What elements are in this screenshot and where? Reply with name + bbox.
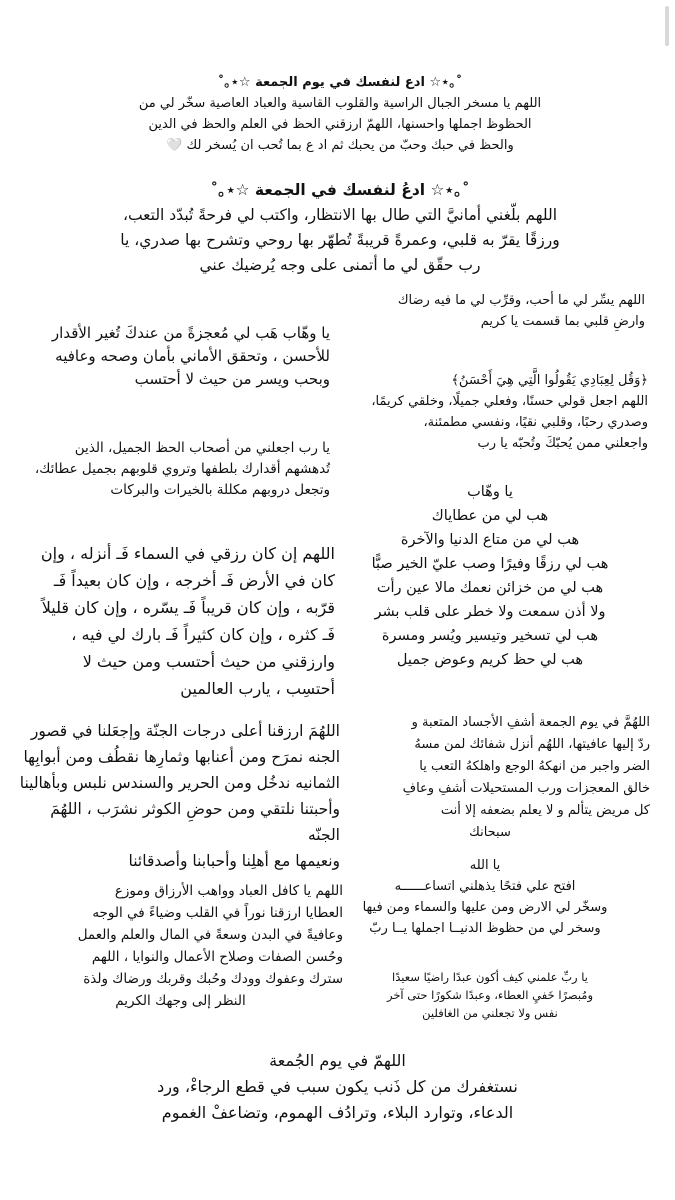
dua-block-hazz-jamil: [20, 438, 330, 501]
dua-block-friday-sakhir: [70, 72, 610, 156]
block-line: الثمانيه ندخُل ومن الحرير والسندس نلبس وبأهالينا: [19, 774, 340, 792]
block-line: النظر إلى وجهك الكريم: [115, 993, 246, 1009]
block-line: الضر واجبر من انهكهُ الوجع واهلكهُ التعب يا: [419, 759, 650, 774]
block-line: تُدهشهم أقدارك بلطفها وتروي قلوبهم بجميل عطائك،: [34, 461, 330, 477]
dua-block-yassir: [345, 290, 645, 332]
block-line: هب لي حظ كريم وعوض جميل: [396, 652, 584, 668]
block-line: اللهم اجعل قولي حسنًا، وفعلي جميلًا، وخلقي كريمًا،: [371, 394, 648, 409]
block-line: ﴿وَقُل لِعِبَادِي يَقُولُوا الَّتِي هِيَ أَحْسَنُ﴾: [451, 373, 648, 388]
block-line: نستغفرك من كل ذَنب يكون سبب في قطع الرجاءْ، ورد: [157, 1077, 518, 1096]
block-line: اللهم يسِّر لي ما أحب، وقرِّب لي ما فيه رضاك: [397, 293, 645, 308]
block-line: وأحبتنا نلتقي ومن حوضِ الكوثر نشرَب ، اللهُمَ الجنّه: [50, 800, 340, 844]
block-title: ˚｡⋆☆ ادع لنفسك في يوم الجمعة ☆⋆｡˚: [217, 75, 463, 90]
dua-block-rizq: [15, 540, 335, 702]
block-line: قرّبه ، وإن كان قريباً فَـ يسّره ، وإن كان قليلاً: [41, 598, 335, 617]
dua-block-istighfar: [55, 1048, 620, 1126]
block-line: وتجعل دروبهم مكللة بالخيرات والبركات: [110, 482, 330, 498]
block-line: اللهم يا مسخر الجبال الراسية والقلوب القاسية والعباد العاصية سخّر لي من: [138, 96, 542, 111]
block-line: وسخّر لي الارض ومن عليها والسماء ومن فيها: [362, 900, 608, 915]
block-line: يا رب اجعلني من أصحاب الحظ الجميل، الذين: [74, 440, 330, 456]
block-line: اللهم بلّغني أمانيَّ التي طال بها الانتظار، واكتب لي فرحةً تُبدّد التعب،: [122, 206, 558, 224]
dua-block-friday-amani: [40, 178, 640, 278]
block-line: ورزقًا يقرّ به قلبي، وعمرةً قريبةً تُطهّر بها روحي وتشرح بها صدري، يا: [120, 231, 560, 249]
block-line: يا وهّاب: [467, 484, 513, 500]
block-line: هب لي من خزائن نعمك مالا عين رأت: [376, 580, 604, 596]
block-line: اللهُمَ ارزقنا أعلى درجات الجنّة وإجعَلنا في قصور: [30, 722, 340, 740]
block-line: ومُبصرًا خَفيِ العطاء، وعبدًا شكورًا حتى آخر: [386, 988, 594, 1002]
block-line: يا وهّاب هَب لي مُعجزةً من عندكَ تُغير الأقدار: [51, 324, 330, 342]
block-line: هب لي رزقًا وفيرًا وصب عليّ الخير صبًّا: [371, 556, 609, 572]
block-line: ولا أذن سمعت ولا خطر على قلب بشر: [374, 604, 606, 620]
block-line: سبحانك: [469, 825, 511, 840]
block-line: الدعاء، وتوارد البلاء، وترادُف الهموم، وتضاعفْ الغموم: [161, 1103, 514, 1122]
block-line: اللهم يا كافل العباد وواهب الأرزاق وموزع: [114, 883, 343, 899]
dua-block-fath: [320, 855, 650, 939]
block-line: كل مريض يتألم و لا يعلم بضعفه إلا أنت: [440, 803, 650, 818]
block-line: وحُسن الصفات وصلاح الأعمال والنوايا ، اللهم: [91, 949, 343, 965]
dua-block-shifa: [330, 712, 650, 844]
block-line: وبحب ويسر من حيث لا أحتسب: [134, 370, 330, 388]
block-line: وصدري رحبًا، وقلبي نقيًا، ونفسي مطمئنة،: [423, 415, 648, 430]
dua-block-wahhab-miracle: [20, 322, 330, 391]
dua-block-qawl-hasan: [348, 370, 648, 454]
block-line: الجنه نمرَح ومن أعنابها وثمارِها نقطُف ومن أبوابِها: [23, 748, 340, 766]
dua-block-jannah: [18, 718, 340, 874]
block-line: هب لي تسخير وتيسير ويُسر ومسرة: [381, 628, 599, 644]
block-line: كان في الأرض فَـ أخرجه ، وإن كان بعيداً فَـ: [53, 571, 335, 590]
block-line: اللهُمَّ في يوم الجمعة أشفِ الأجساد المتعبة و: [411, 715, 650, 730]
block-line: رب حقّق لي ما أتمنى على وجه يُرضيك عني: [199, 256, 481, 274]
block-line: يا الله: [469, 858, 501, 873]
block-line: وارزقني من حيث أحتسب ومن حيث لا: [82, 652, 335, 671]
block-line: وعافيةً في البدن وسعةً في المال والعلم والعمل: [77, 927, 343, 943]
block-title: اللهمّ في يوم الجُمعة: [269, 1051, 406, 1070]
block-line: والحظ في حبك وحبّ من يحبك ثم اد ع بما تُحب ان يُسخر لك 🤍: [166, 138, 514, 153]
block-line: الحظوظ اجملها واحسنها، اللهمّ ارزقني الحظ في العلم والحظ في الدين: [148, 117, 532, 132]
block-line: وارضِ قلبي بما قسمت يا كريم: [480, 314, 645, 329]
block-line: هب لي من متاع الدنيا والآخرة: [400, 532, 580, 548]
block-line: أحتسِب ، يارب العالمين: [180, 679, 335, 698]
block-title: ˚｡⋆☆ ادعُ لنفسك في الجمعة ☆⋆｡˚: [210, 181, 470, 199]
status-bar-area: [0, 0, 675, 16]
block-line: ردّ إليها عافيتها، اللهُم أنزل شفائك لمن مسهُ: [414, 737, 650, 752]
block-line: العطايا ارزقنا نوراً في القلب وضياءً في الوجه: [92, 905, 343, 921]
dua-block-kafil: [18, 880, 343, 1012]
block-line: اللهم إن كان رزقي في السماء فَـ أنزله ، وإن: [40, 544, 335, 563]
block-line: وسخر لي من حظوظ الدنيــا اجملها يــا ربّ: [369, 921, 601, 936]
block-line: افتح علي فتحًا يذهلني اتساعــــــه: [394, 879, 576, 894]
block-line: يا ربِّ علمني كيف أكون عبدًا راضيًا سعيدًا: [392, 970, 588, 984]
dua-block-hab-li: [325, 480, 655, 672]
scroll-indicator[interactable]: [665, 6, 669, 46]
block-line: ونعيمها مع أهلِنا وأحبابنا وأصدقائنا: [128, 852, 340, 870]
block-line: هب لي من عطاياك: [431, 508, 549, 524]
block-line: واجعلني ممن يُحبّكَ وتُحبّه يا رب: [477, 436, 648, 451]
block-line: نفس ولا تجعلني من الغافلين: [422, 1006, 558, 1020]
block-line: سترك وعفوك وودك وحُبك وقربك ورضاك ولذة: [83, 971, 343, 987]
block-line: فَـ كثره ، وإن كان كثيراً فَـ بارك لي فيه ،: [71, 625, 335, 644]
dua-block-radi: [330, 968, 650, 1022]
block-line: للأحسن ، وتحقق الأماني بأمان وصحه وعافيه: [55, 347, 330, 365]
block-line: خالق المعجزات ورب المستحيلات أشفِ وعافِ: [402, 781, 650, 796]
